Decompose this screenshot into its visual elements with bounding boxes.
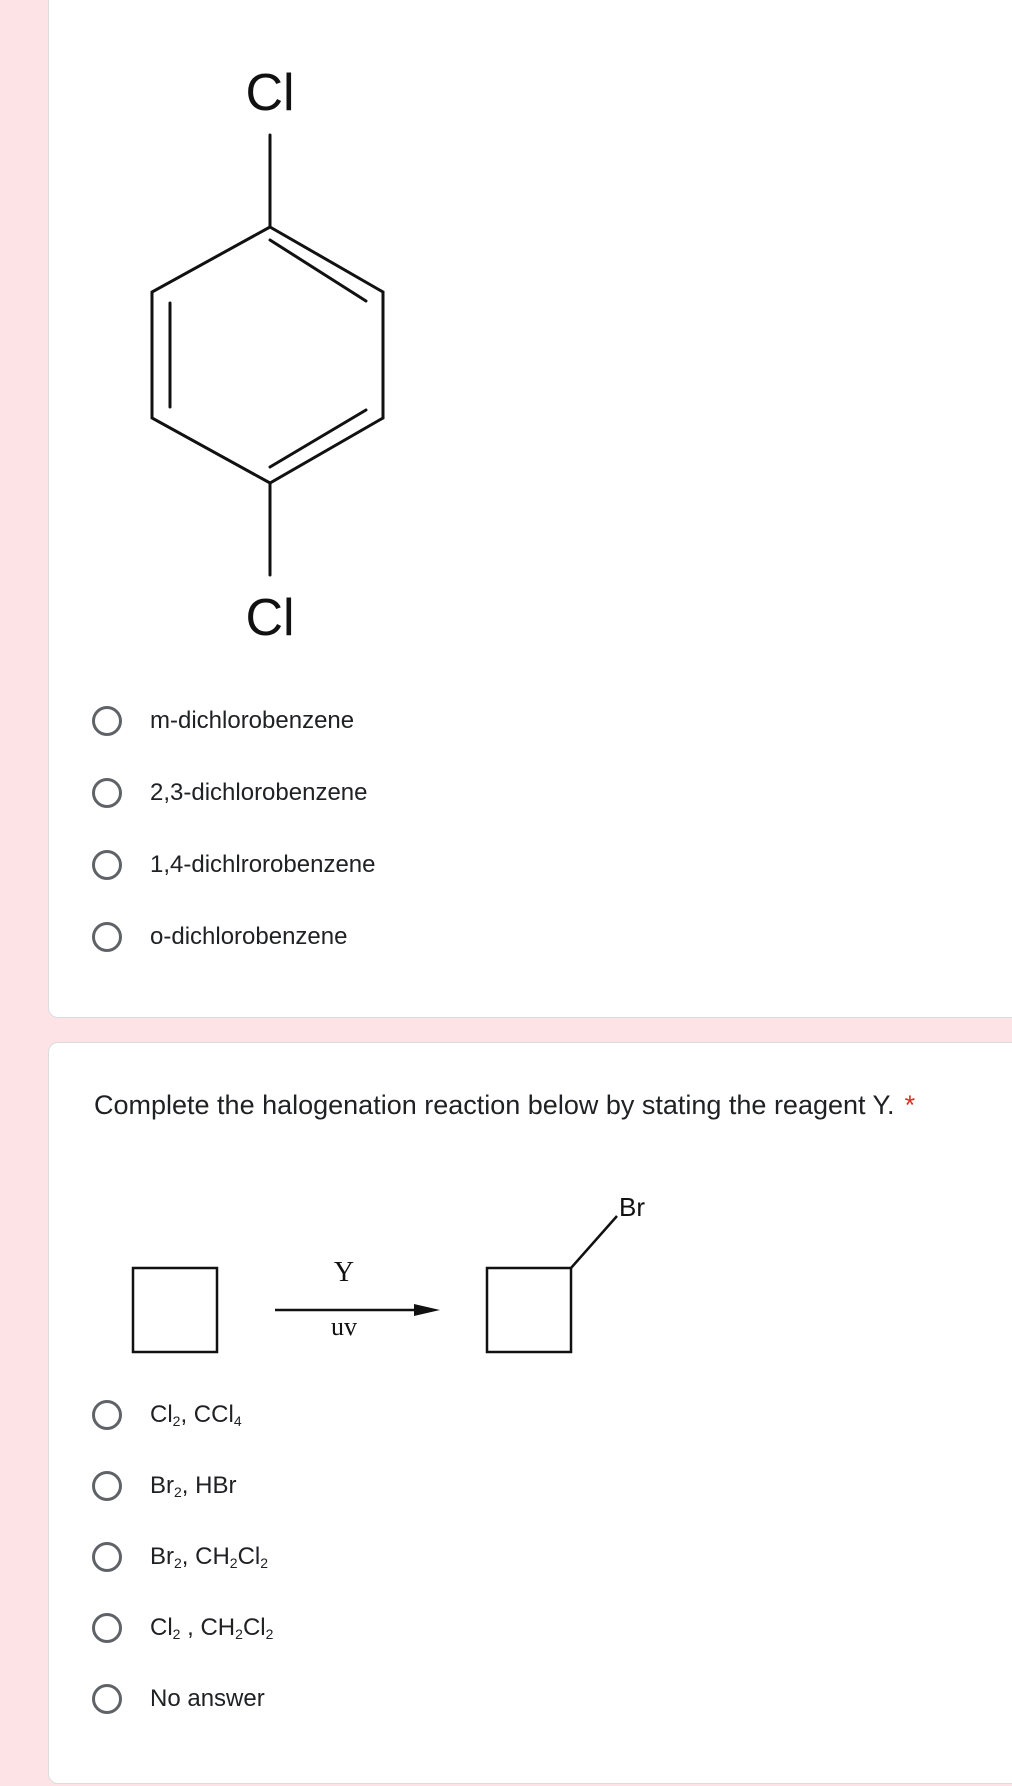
radio-circle-icon[interactable] — [92, 1400, 122, 1430]
option-label: $Cl_2$, CCl$_4$ — [150, 1401, 242, 1429]
dichlorobenzene-structure — [130, 55, 420, 655]
radio-circle-icon[interactable] — [92, 850, 122, 880]
option-o-dichlorobenzene[interactable] — [92, 915, 347, 959]
option-1-4-dichlrorobenzene[interactable] — [92, 843, 375, 887]
reagent-y-label: Y — [333, 1257, 355, 1288]
option-2-3-dichlorobenzene[interactable] — [92, 771, 368, 815]
radio-circle-icon[interactable] — [92, 1542, 122, 1572]
option-br2-ch2cl2[interactable] — [92, 1535, 268, 1579]
radio-circle-icon[interactable] — [92, 778, 122, 808]
option-label: 1,4-dichlrorobenzene — [150, 851, 376, 878]
question-text: Complete the halogenation reaction below by stating the reagent Y. — [94, 1090, 895, 1120]
option-label: m-dichlorobenzene — [150, 707, 355, 734]
required-asterisk: * — [904, 1090, 916, 1120]
option-label: 2,3-dichlorobenzene — [150, 779, 368, 806]
radio-circle-icon[interactable] — [92, 706, 122, 736]
question-title — [94, 1090, 915, 1121]
option-m-dichlorobenzene[interactable] — [92, 699, 354, 743]
option-no-answer[interactable] — [92, 1677, 265, 1721]
option-label: $Br_2$, $CH_2Cl_2$ — [150, 1543, 269, 1571]
option-br2-hbr[interactable] — [92, 1464, 236, 1508]
option-label: $Cl_2$ , $CH_2Cl_2$ — [150, 1614, 274, 1642]
top-cl-label: Cl — [245, 64, 295, 122]
halogenation-reaction-scheme — [120, 1180, 680, 1360]
radio-circle-icon[interactable] — [92, 922, 122, 952]
uv-condition-label: uv — [331, 1312, 357, 1341]
option-label: $Br_2$, HBr — [150, 1472, 237, 1500]
radio-circle-icon[interactable] — [92, 1684, 122, 1714]
option-label: No answer — [150, 1685, 265, 1712]
option-cl2-ch2cl2[interactable] — [92, 1606, 273, 1650]
radio-circle-icon[interactable] — [92, 1471, 122, 1501]
bottom-cl-label: Cl — [245, 589, 295, 647]
option-cl2-ccl4[interactable] — [92, 1393, 242, 1437]
br-substituent-label: Br — [619, 1192, 645, 1222]
option-label: o-dichlorobenzene — [150, 923, 348, 950]
radio-circle-icon[interactable] — [92, 1613, 122, 1643]
